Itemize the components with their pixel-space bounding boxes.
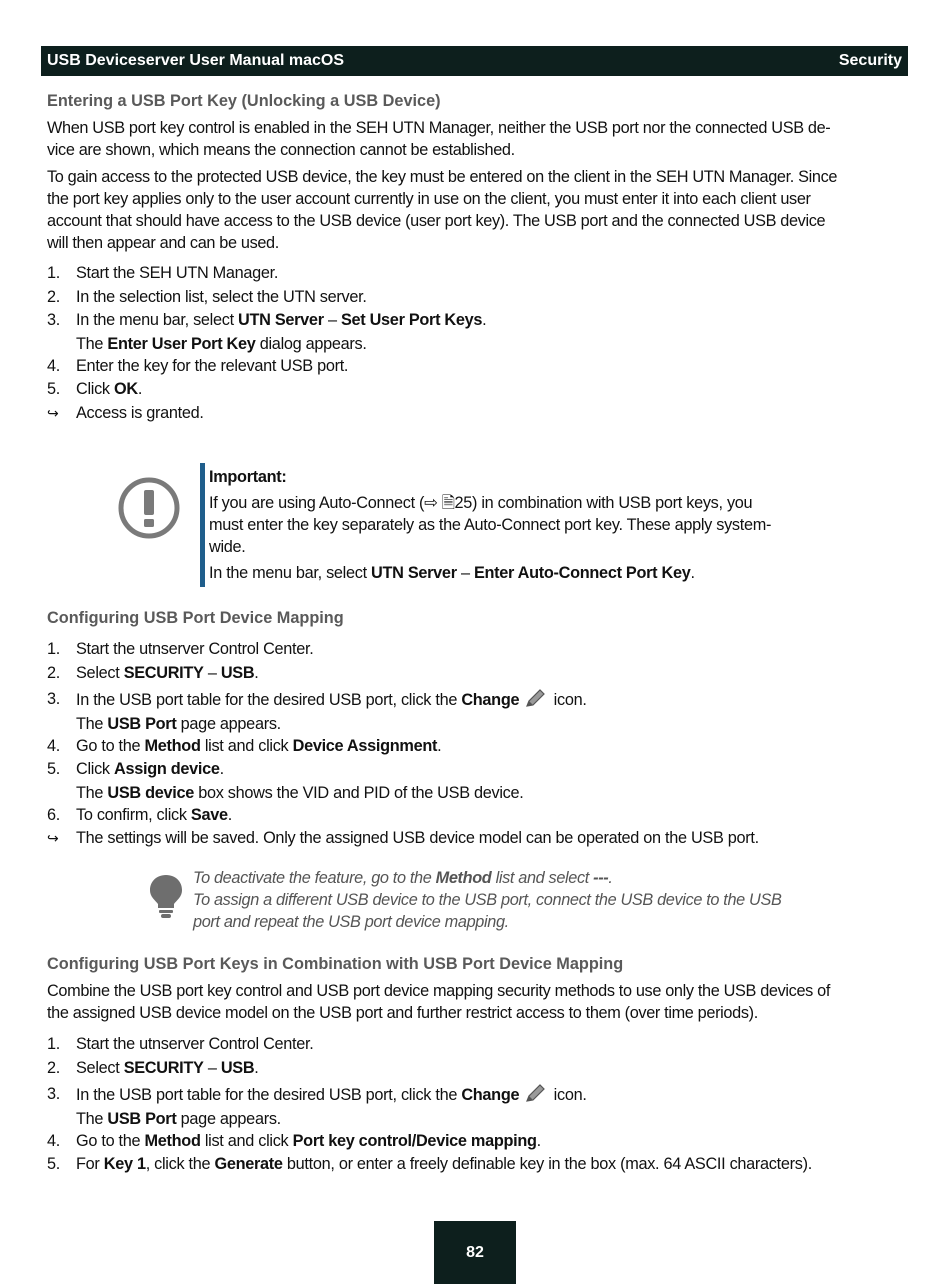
lightbulb-icon bbox=[148, 873, 184, 919]
list-item: 5. Click OK. bbox=[47, 380, 143, 398]
list-item: 1. Start the utnserver Control Center. bbox=[47, 1035, 314, 1053]
heading-device-mapping: Configuring USB Port Device Mapping bbox=[47, 609, 344, 627]
list-item: 2. Select SECURITY – USB. bbox=[47, 663, 259, 682]
result-arrow-icon: ↪ bbox=[47, 830, 59, 846]
list-item: 1. Start the utnserver Control Center. bbox=[47, 640, 314, 658]
important-note: Important: If you are using Auto-Connect (⇨ 🗎25) in combination with USB port keys, you must enter the key separately as the Auto-Connect port key. These apply system- wide. In the menu bar, select UTN Server – Enter Auto-Connect Port Key. bbox=[209, 468, 772, 582]
list-item: 3. In the USB port table for the desired USB port, click the Change icon. The USB Port page appears. bbox=[47, 1085, 587, 1128]
list-item: 1. Start the SEH UTN Manager. bbox=[47, 264, 279, 282]
section-title: Security bbox=[838, 52, 902, 69]
steps-list-port-key bbox=[47, 262, 907, 425]
tip-note: To deactivate the feature, go to the Method list and select ---. To assign a different USB device to the USB port, connect the USB device to the USB port and repeat the USB port device mapping. bbox=[193, 869, 782, 931]
steps-list-combination bbox=[47, 1033, 907, 1177]
list-item: 3. In the menu bar, select UTN Server – Set User Port Keys. The Enter User Port Key dialog appears. bbox=[47, 311, 487, 353]
intro-paragraph-1: When USB port key control is enabled in the SEH UTN Manager, neither the USB port nor the connected USB de- vice are shown, which means the connection cannot be established. bbox=[47, 119, 831, 159]
intro-paragraph-2: To gain access to the protected USB device, the key must be entered on the client in the SEH UTN Manager. Since the port key applies only to the user account currently in use on the client, you must enter it into each client user account that should have access to the USB device (user port key). The USB port and the connected USB device will then appear and can be used. bbox=[47, 168, 838, 252]
important-title: Important: bbox=[209, 468, 287, 486]
combination-paragraph: Combine the USB port key control and USB port device mapping security methods to use only the USB devices of the assigned USB device model on the USB port and further restrict access to them (over time periods). bbox=[47, 982, 831, 1022]
result-arrow-icon: ↪ bbox=[47, 404, 59, 421]
list-item-result: ↪ Access is granted. bbox=[47, 402, 907, 426]
pencil-icon bbox=[523, 1083, 549, 1105]
page-header bbox=[41, 46, 908, 76]
exclamation-circle-icon bbox=[118, 477, 180, 539]
manual-title: USB Deviceserver User Manual macOS bbox=[47, 52, 345, 69]
heading-keys-combination: Configuring USB Port Keys in Combination with USB Port Device Mapping bbox=[47, 955, 624, 973]
list-item: 5. For Key 1, click the Generate button, or enter a freely definable key in the box (max. 64 ASCII characters). bbox=[47, 1155, 812, 1173]
list-item: 2. Select SECURITY – USB. bbox=[47, 1058, 259, 1077]
list-item-result: ↪ The settings will be saved. Only the assigned USB device model can be operated on the USB port. bbox=[47, 827, 907, 851]
pencil-icon bbox=[523, 688, 549, 710]
page-number: 82 bbox=[434, 1221, 516, 1284]
important-bar bbox=[200, 463, 205, 587]
list-item: 6. To confirm, click Save. bbox=[47, 805, 232, 824]
list-item: 4. Enter the key for the relevant USB port. bbox=[47, 356, 349, 375]
list-item: 4. Go to the Method list and click Port key control/Device mapping. bbox=[47, 1131, 541, 1150]
list-item: 3. In the USB port table for the desired USB port, click the Change icon. The USB Port page appears. bbox=[47, 690, 587, 733]
list-item: 2. In the selection list, select the UTN server. bbox=[47, 287, 367, 306]
list-item: 4. Go to the Method list and click Device Assignment. bbox=[47, 736, 442, 755]
list-item: 5. Click Assign device. The USB device box shows the VID and PID of the USB device. bbox=[47, 760, 524, 802]
steps-list-device-mapping bbox=[47, 638, 907, 851]
heading-entering-port-key: Entering a USB Port Key (Unlocking a USB Device) bbox=[47, 92, 441, 110]
